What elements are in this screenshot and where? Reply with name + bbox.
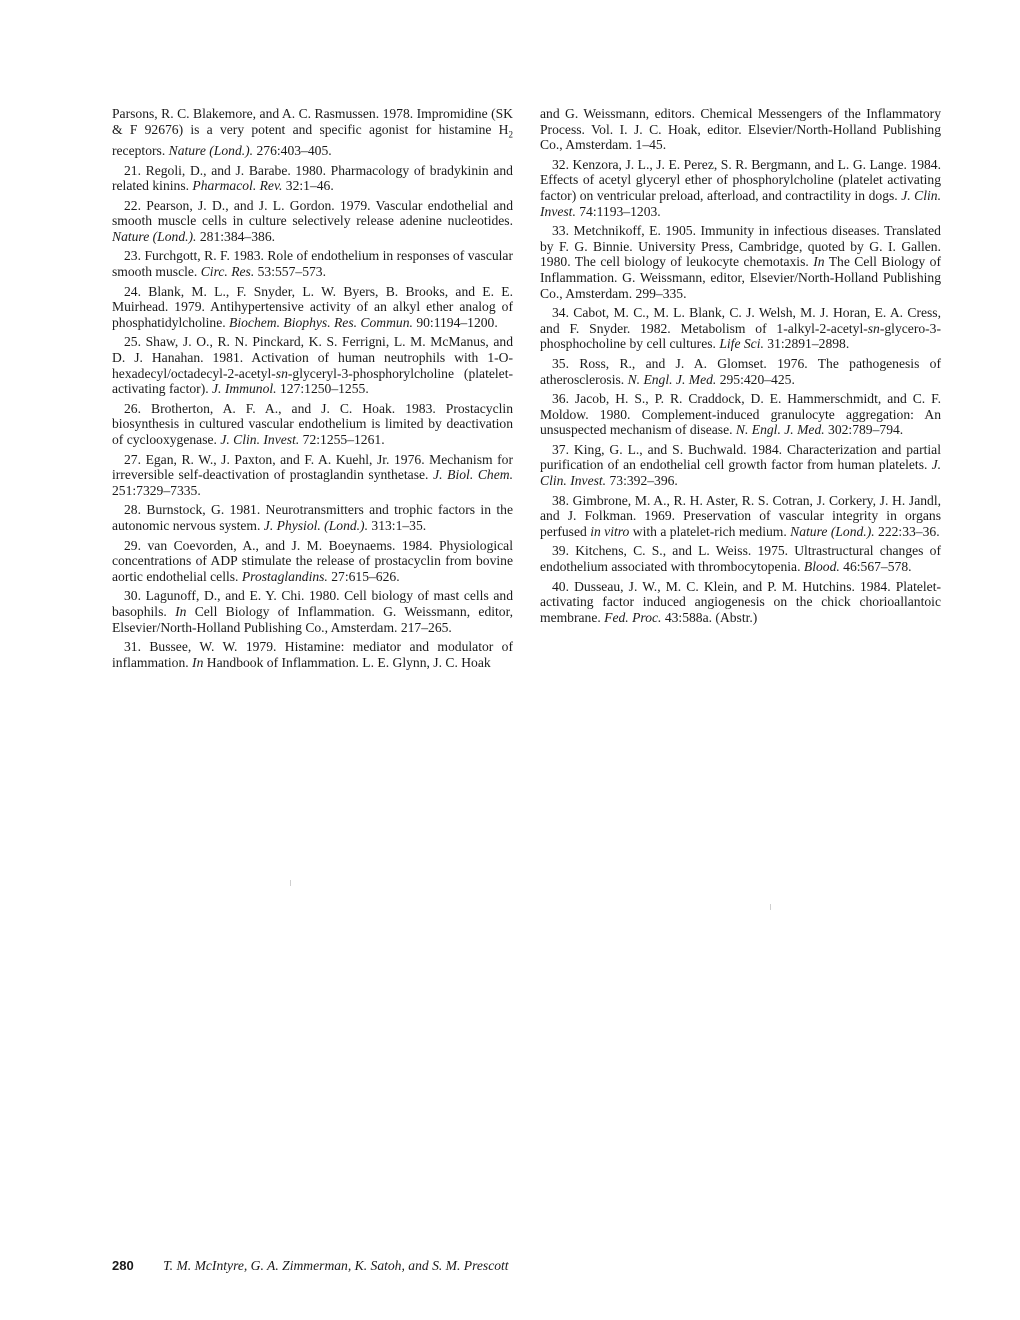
reference-text: Jacob, H. S., P. R. Craddock, D. E. Hammerschmidt, and C. F. Moldow. 1980. Complement-induced granulocyte aggregation: An unsuspected mechanism of disease. N. Engl. J. Med. 302:789–794. xyxy=(540,391,941,438)
reference-entry xyxy=(540,579,941,626)
page-footer xyxy=(112,1258,509,1274)
reference-entry xyxy=(112,588,513,635)
scan-speck xyxy=(290,880,291,886)
reference-entry xyxy=(112,248,513,279)
reference-number: 27. xyxy=(124,451,141,467)
reference-entry xyxy=(112,163,513,194)
reference-number: 28. xyxy=(124,502,141,518)
reference-text: Parsons, R. C. Blakemore, and A. C. Rasmussen. 1978. Impromidine (SK & F 92676) is a very potent and specific agonist for histamine $H_2$ receptors. Nature (Lond.). 276:403–405. xyxy=(112,106,513,158)
reference-text: Bussee, W. W. 1979. Histamine: mediator and modulator of inflammation. In Handbook of Inflammation. L. E. Glynn, J. C. Hoak xyxy=(112,639,513,670)
page-number: 280 xyxy=(112,1258,134,1273)
reference-text: and G. Weissmann, editors. Chemical Messengers of the Inflammatory Process. Vol. I. J. C. Hoak, editor. Elsevier/North-Holland Publishing Co., Amsterdam. 1–45. xyxy=(540,106,941,153)
references-left-column xyxy=(112,106,513,674)
reference-text: Blank, M. L., F. Snyder, L. W. Byers, B. Brooks, and E. E. Muirhead. 1979. Antihypertensive activity of an alkyl ether analog of phosphatidylcholine. Biochem. Biophys. Res. Commun. 90:1194–1200. xyxy=(112,283,513,330)
reference-entry xyxy=(112,502,513,533)
reference-number: 33. xyxy=(552,223,569,239)
reference-text: Ross, R., and J. A. Glomset. 1976. The pathogenesis of atherosclerosis. N. Engl. J. Med. 295:420–425. xyxy=(540,355,941,387)
reference-text: Cabot, M. C., M. L. Blank, C. J. Welsh, M. J. Horan, E. A. Cress, and F. Snyder. 1982. Metabolism of 1-alkyl-2-acetyl-sn-glycero-3-phosphocholine by cell cultures. Life Sci. 31:2891–2898. xyxy=(540,305,941,352)
reference-number: 35. xyxy=(552,355,569,371)
reference-text: Gimbrone, M. A., R. H. Aster, R. S. Cotran, J. Corkery, J. H. Jandl, and J. Folkman. 1969. Preservation of vascular integrity in organs perfused in vitro with a platelet-rich medium. Nature (Lond.). 222:33–36. xyxy=(540,492,941,539)
reference-number: 39. xyxy=(552,543,569,559)
reference-entry xyxy=(112,639,513,670)
reference-text: Brotherton, A. F. A., and J. C. Hoak. 1983. Prostacyclin biosynthesis in cultured vascular endothelium is limited by deactivation of cyclooxygenase. J. Clin. Invest. 72:1255–1261. xyxy=(112,400,513,447)
reference-number: 31. xyxy=(124,639,141,655)
running-authors: T. M. McIntyre, G. A. Zimmerman, K. Satoh, and S. M. Prescott xyxy=(163,1258,509,1273)
reference-text: Kitchens, C. S., and L. Weiss. 1975. Ultrastructural changes of endothelium associated with thrombocytopenia. Blood. 46:567–578. xyxy=(540,543,941,575)
reference-text: Egan, R. W., J. Paxton, and F. A. Kuehl, Jr. 1976. Mechanism for irreversible self-deactivation of prostaglandin synthetase. J. Biol. Chem. 251:7329–7335. xyxy=(112,451,513,498)
scan-speck xyxy=(770,904,771,910)
reference-entry xyxy=(112,334,513,396)
reference-entry xyxy=(540,223,941,301)
reference-number: 29. xyxy=(124,537,141,553)
reference-entry xyxy=(540,391,941,438)
reference-number: 22. xyxy=(124,197,141,213)
reference-number: 38. xyxy=(552,492,569,508)
reference-text: Metchnikoff, E. 1905. Immunity in infectious diseases. Translated by F. G. Binnie. University Press, Cambridge, quoted by G. I. Gallen. 1980. The cell biology of leukocyte chemotaxis. In The Cell Biology of Inflammation. G. Weissmann, editor, Elsevier/North-Holland Publishing Co., Amsterdam. 299–335. xyxy=(540,223,941,301)
reference-entry xyxy=(540,356,941,387)
reference-text: van Coevorden, A., and J. M. Boeynaems. 1984. Physiological concentrations of ADP stimulate the release of prostacyclin from bovine aortic endothelial cells. Prostaglandins. 27:615–626. xyxy=(112,537,513,584)
reference-text: Furchgott, R. F. 1983. Role of endothelium in responses of vascular smooth muscle. Circ. Res. 53:557–573. xyxy=(112,248,513,280)
reference-number: 30. xyxy=(124,588,141,604)
reference-entry xyxy=(112,452,513,499)
reference-entry xyxy=(540,543,941,574)
reference-number: 36. xyxy=(552,391,569,407)
reference-text: Dusseau, J. W., M. C. Klein, and P. M. Hutchins. 1984. Platelet-activating factor induced angiogenesis on the chick chorioallantoic membrane. Fed. Proc. 43:588a. (Abstr.) xyxy=(540,578,941,625)
reference-text: Kenzora, J. L., J. E. Perez, S. R. Bergmann, and L. G. Lange. 1984. Effects of acetyl glyceryl ether of phosphorylcholine (platelet activating factor) on ventricular preload, afterload, and contractility in dogs. J. Clin. Invest. 74:1193–1203. xyxy=(540,156,942,219)
reference-entry xyxy=(112,401,513,448)
reference-entry xyxy=(112,198,513,245)
reference-number: 26. xyxy=(124,400,141,416)
reference-entry xyxy=(540,442,941,489)
reference-entry xyxy=(540,157,941,219)
reference-number: 32. xyxy=(552,156,569,172)
reference-text: Pearson, J. D., and J. L. Gordon. 1979. Vascular endothelial and smooth muscle cells in culture selectively release adenine nucleotides. Nature (Lond.). 281:384–386. xyxy=(112,197,513,244)
reference-number: 25. xyxy=(124,334,141,350)
reference-entry xyxy=(112,538,513,585)
reference-entry xyxy=(540,305,941,352)
reference-number: 37. xyxy=(552,441,569,457)
reference-entry xyxy=(112,284,513,331)
reference-text: Burnstock, G. 1981. Neurotransmitters and trophic factors in the autonomic nervous system. J. Physiol. (Lond.). 313:1–35. xyxy=(112,502,513,533)
reference-number: 34. xyxy=(552,305,569,321)
reference-text: Lagunoff, D., and E. Y. Chi. 1980. Cell biology of mast cells and basophils. In Cell Biology of Inflammation. G. Weissmann, editor, Elsevier/North-Holland Publishing Co., Amsterdam. 217–265. xyxy=(112,588,513,635)
reference-text: Regoli, D., and J. Barabe. 1980. Pharmacology of bradykinin and related kinins. Pharmacol. Rev. 32:1–46. xyxy=(112,162,513,194)
reference-number: 21. xyxy=(124,162,141,178)
reference-text: King, G. L., and S. Buchwald. 1984. Characterization and partial purification of an endothelial cell growth factor from human platelets. J. Clin. Invest. 73:392–396. xyxy=(540,441,941,489)
references-right-column xyxy=(540,106,941,629)
reference-number: 24. xyxy=(124,283,141,299)
reference-continuation xyxy=(540,106,941,153)
reference-continuation xyxy=(112,106,513,159)
reference-number: 23. xyxy=(124,248,141,264)
reference-text: Shaw, J. O., R. N. Pinckard, K. S. Ferrigni, L. M. McManus, and D. J. Hanahan. 1981. Activation of human neutrophils with 1-O-hexadecyl/octadecyl-2-acetyl-sn-glyceryl-3-phosphorylcholine (platelet-activating factor). J. Immunol. 127:1250–1255. xyxy=(112,334,513,397)
reference-entry xyxy=(540,493,941,540)
reference-number: 40. xyxy=(552,578,569,594)
